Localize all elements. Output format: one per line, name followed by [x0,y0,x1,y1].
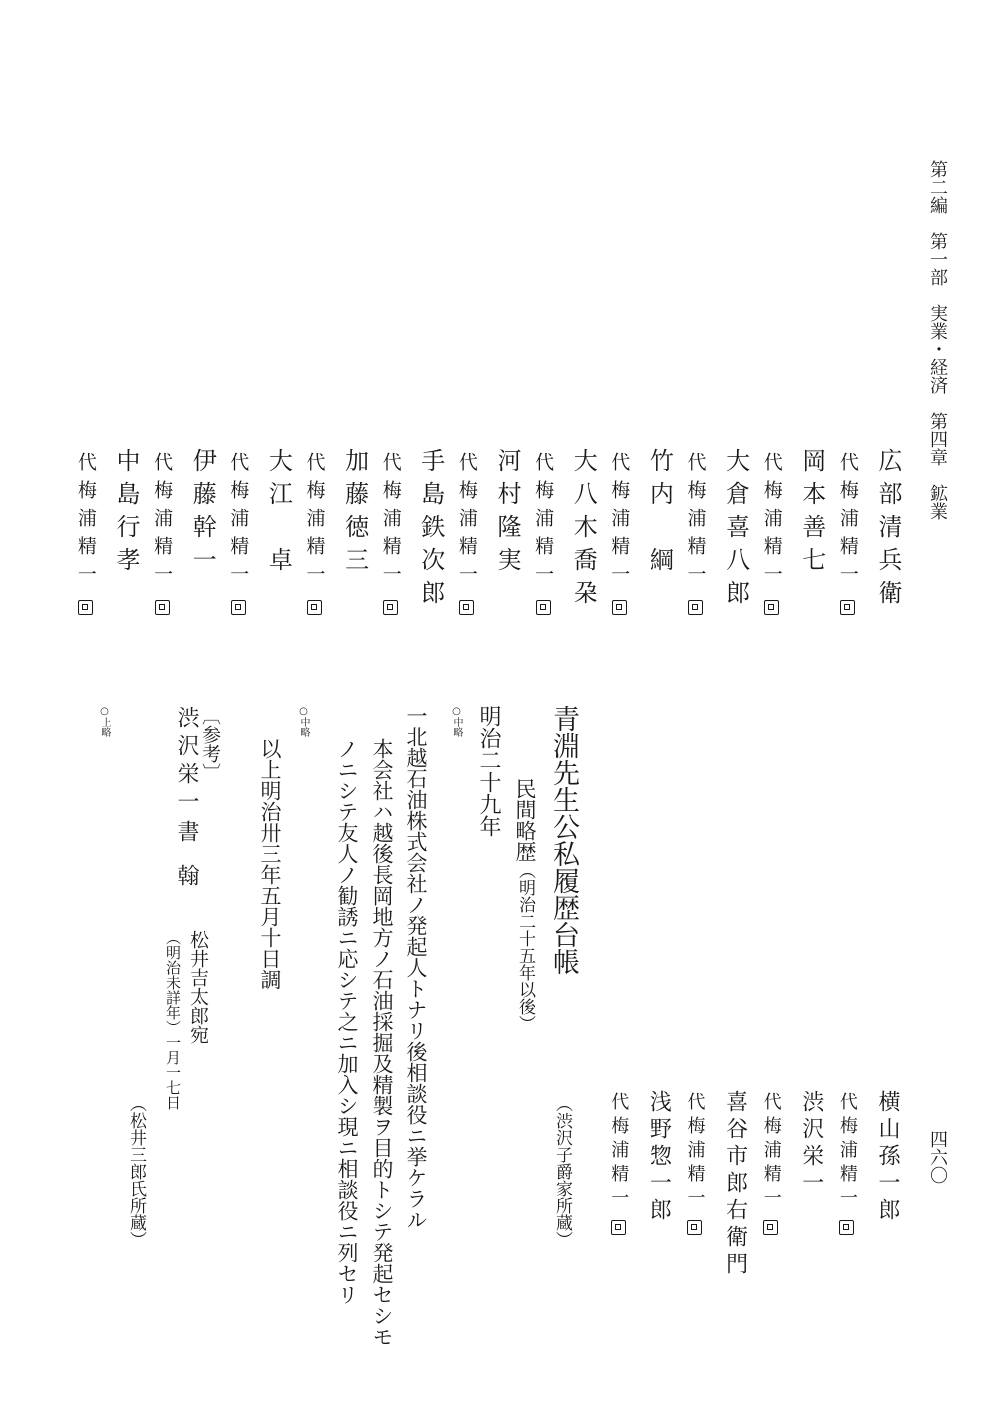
seal-icon [231,600,246,615]
proxy-signature [151,452,174,615]
proxy-signature [686,1092,704,1235]
closing-line: 以上明治卅三年五月十日調 [258,738,282,990]
section-note: （明治二十五年以後） [515,862,535,1032]
proxy-text: 代梅浦精一 [760,1092,782,1212]
reference-source: （松井三郎氏所蔵） [126,1095,146,1248]
reference-date-note: （明治未詳年） [164,930,182,1035]
seal-icon [612,600,627,615]
signatory-name: 横山孫一郎 [875,1090,900,1225]
year-label: 明治二十九年 [476,705,501,837]
seal-icon [307,600,322,615]
signatory-name: 竹内 綱 [645,448,674,580]
seal-icon [763,1220,778,1235]
proxy-signature [305,452,324,615]
seal-icon [383,600,398,615]
body-line: 本会社ハ越後長岡地方ノ石油採掘及精製ヲ目的トシテ発起セシモ [370,738,394,1347]
reference-date [165,930,180,1110]
signatory-name: 岡本善七 [797,448,826,580]
seal-icon [688,600,703,615]
proxy-signature [457,452,476,615]
seal-icon [155,600,170,615]
running-header: 第二編 第一部 実業・経済 第四章 鉱業 [927,160,948,520]
reference-author: 渋沢栄一 [174,706,199,818]
proxy-text: 代梅浦精一 [684,452,707,592]
proxy-text: 代梅浦精一 [608,452,631,592]
seal-icon [840,600,855,615]
proxy-signature [762,452,781,615]
signatory-name: 喜谷市郎右衛門 [722,1090,748,1279]
signatory-name: 大倉喜八郎 [721,448,750,613]
page-number: 四六〇 [927,1130,948,1184]
seal-icon [839,1220,854,1235]
proxy-text: 代梅浦精一 [227,452,250,592]
signatory-name: 大八木喬朶 [569,448,598,613]
proxy-text: 代梅浦精一 [532,452,555,592]
signatory-name: 渋沢栄一 [798,1090,824,1198]
section-heading-text: 民間略歴 [513,778,537,862]
proxy-signature [608,1092,630,1235]
section-heading [514,778,535,1032]
signatory-name: 浅野惣一郎 [646,1090,672,1225]
proxy-text: 代梅浦精一 [836,1092,858,1212]
proxy-text: 代梅浦精一 [836,452,859,592]
reference-date-value: 一月一七日 [164,1035,182,1110]
reference-recipient: 松井吉太郎宛 [187,930,209,1044]
signatory-name: 河村隆実 [493,448,521,580]
seal-icon [687,1220,702,1235]
seal-icon [536,600,551,615]
proxy-text: 代梅浦精一 [684,1092,706,1212]
proxy-signature [227,452,250,615]
proxy-text: 代梅浦精一 [151,452,174,592]
signatory-name: 加藤徳三 [340,448,369,580]
proxy-text: 代梅浦精一 [74,452,97,592]
proxy-signature [762,1092,780,1235]
document-title: 青淵先生公私履歴台帳 [548,705,579,975]
reference-label: 〔参考〕 [199,706,221,782]
omission-mark: ○中略 [298,706,309,737]
signatory-name: 広部清兵衛 [874,448,902,613]
seal-icon [611,1220,626,1235]
omission-mark: ○上略 [99,706,110,737]
proxy-text: 代梅浦精一 [760,452,783,592]
reference-doc-type: 書 翰 [174,820,199,886]
body-line: 一北越石油株式会社ノ発起人トナリ後相談役ニ挙ケラル [404,705,428,1230]
proxy-text: 代梅浦精一 [455,452,478,592]
seal-icon [459,600,474,615]
seal-icon [764,600,779,615]
proxy-signature [532,452,555,615]
proxy-signature [76,452,95,615]
body-line: ノニシテ友人ノ勧誘ニ応シテ之ニ加入シ現ニ相談役ニ列セリ [335,738,359,1305]
proxy-signature [381,452,400,615]
signatory-name: 手島鉄次郎 [416,448,445,613]
signatory-name: 大江 卓 [264,448,293,580]
omission-mark: ○中略 [451,706,462,737]
proxy-text: 代梅浦精一 [379,452,402,592]
proxy-text: 代梅浦精一 [608,1092,630,1212]
signatory-name: 伊藤幹一 [188,448,217,580]
document-source: （渋沢子爵家所蔵） [552,1095,572,1248]
proxy-signature [838,452,857,615]
proxy-signature [838,1092,856,1235]
signatory-name: 中島行孝 [112,448,140,580]
seal-icon [78,600,93,615]
proxy-signature [686,452,705,615]
proxy-signature [608,452,631,615]
proxy-text: 代梅浦精一 [303,452,326,592]
